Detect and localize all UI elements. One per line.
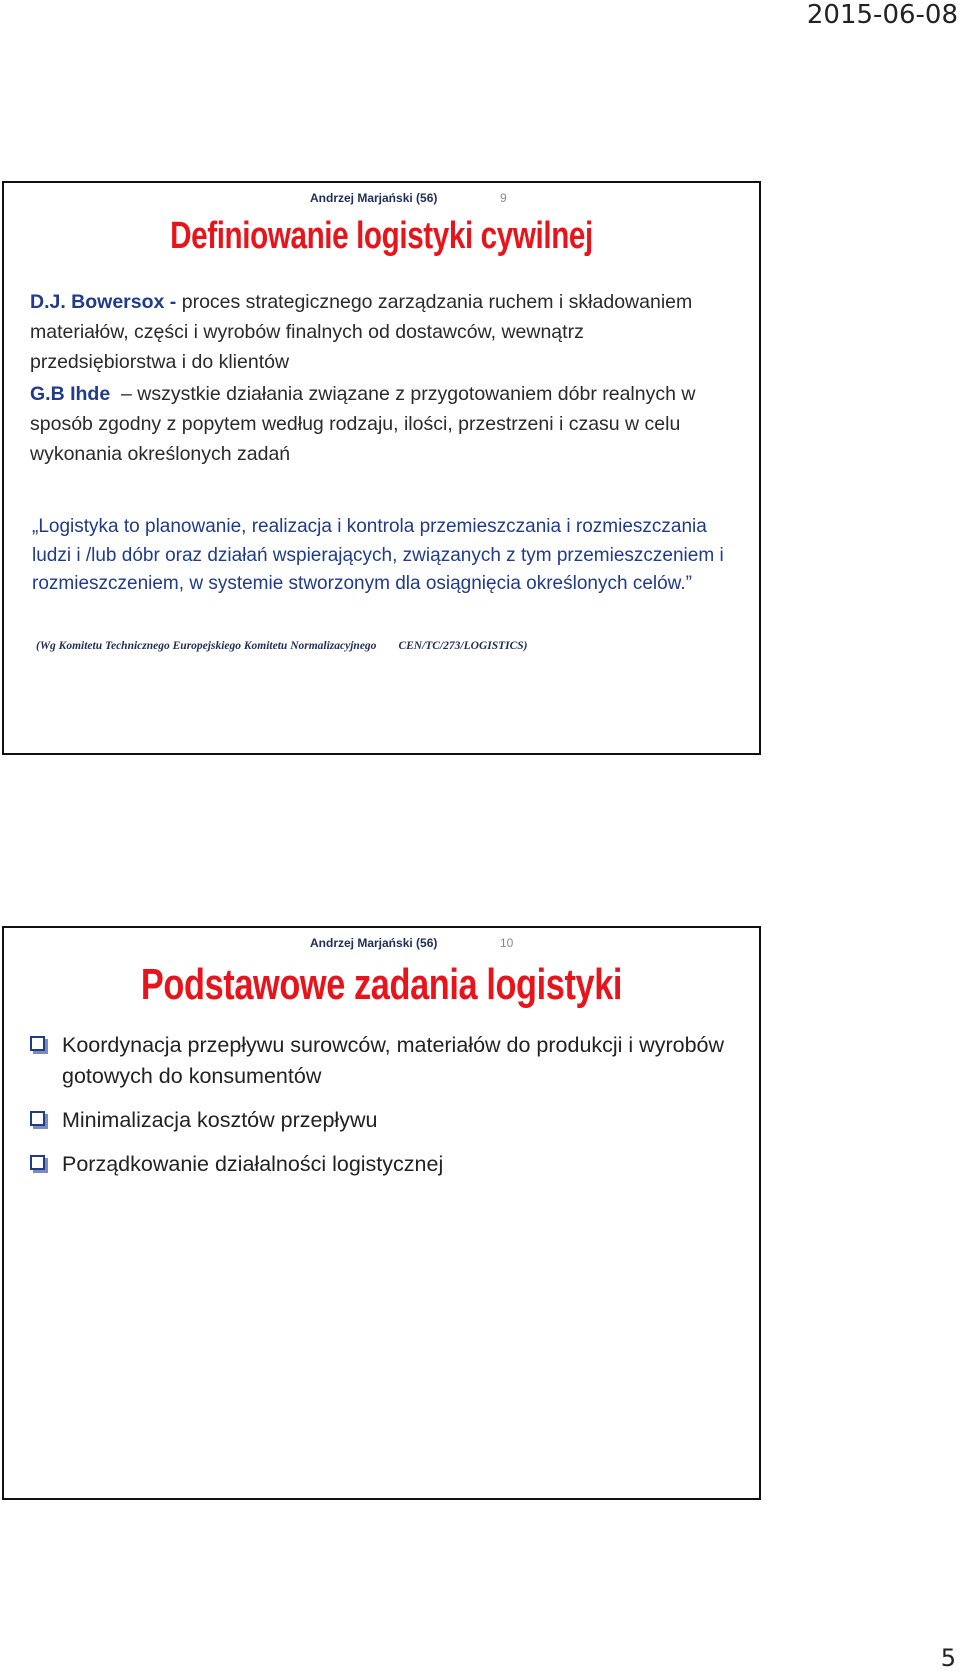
- checkbox-bullet-icon: [30, 1155, 45, 1170]
- slide-number: 10: [500, 936, 514, 950]
- slide-number: 9: [500, 191, 507, 205]
- list-item-text: Porządkowanie działalności logistycznej: [62, 1152, 444, 1176]
- list-item-text: Koordynacja przepływu surowców, materiałów do produkcji i wyrobów gotowych do konsumentów: [62, 1033, 725, 1088]
- slide-10: [2, 926, 761, 1500]
- page-number: 5: [940, 1644, 956, 1672]
- checkbox-bullet-icon: [30, 1111, 45, 1126]
- source-code: CEN/TC/273/LOGISTICS): [398, 640, 528, 652]
- list-item: [28, 1149, 748, 1180]
- slide-9: [2, 181, 761, 755]
- definition-separator: -: [164, 291, 182, 313]
- list-item: [28, 1105, 748, 1136]
- slide-author: Andrzej Marjański (56): [310, 936, 438, 950]
- definition-separator: –: [110, 383, 138, 405]
- slide-title: Podstawowe zadania logistyki: [140, 960, 623, 1009]
- slide-author: Andrzej Marjański (56): [310, 191, 438, 205]
- slide-title: Definiowanie logistyki cywilnej: [170, 215, 593, 257]
- source-text: (Wg Komitetu Technicznego Europejskiego Komitetu Normalizacyjnego: [36, 640, 377, 652]
- definition-text: proces strategicznego zarządzania ruchem i składowaniem materiałów, części i wyrobów finalnych od dostawców, wewnątrz przedsiębiorstwa i do klientów: [30, 291, 693, 373]
- list-item: [28, 1030, 748, 1092]
- definition-bowersox: [30, 287, 730, 377]
- definition-author: D.J. Bowersox: [30, 291, 165, 313]
- quote-source: [36, 640, 528, 652]
- definition-ihde: [30, 379, 730, 469]
- list-item-text: Minimalizacja kosztów przepływu: [62, 1108, 378, 1132]
- page-date: 2015-06-08: [806, 0, 958, 30]
- definition-author: G.B Ihde: [30, 383, 111, 405]
- task-list: [28, 1030, 748, 1193]
- definition-text: wszystkie działania związane z przygotowaniem dóbr realnych w sposób zgodny z popytem według rodzaju, ilości, przestrzeni i czasu w celu wykonania określonych zadań: [30, 383, 696, 465]
- logistics-definition-quote: „Logistyka to planowanie, realizacja i kontrola przemieszczania i rozmieszczania ludzi i /lub dóbr oraz działań wspierających, związanych z tym przemieszczeniem i rozmieszczeniem, w systemie stworzonym dla osiągnięcia określonych celów.”: [32, 516, 724, 594]
- checkbox-bullet-icon: [30, 1036, 45, 1051]
